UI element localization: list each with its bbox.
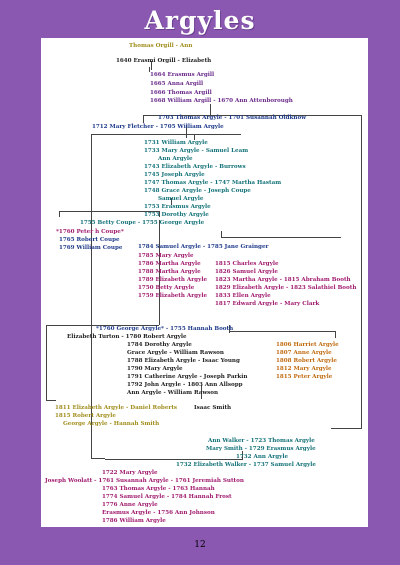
page-number: 12 (194, 540, 206, 550)
entry-thomas-argyle-1763: 1763 Thomas Argyle - 1763 Hannah (102, 486, 215, 492)
entry-george-argyle-hannah: George Argyle - Hannah Smith (63, 421, 160, 427)
connector-line (210, 104, 211, 115)
entry-joseph-argyle-1745: 1745 Joseph Argyle (144, 172, 205, 178)
entry-thomas-argyle-1747: 1747 Thomas Argyle - 1747 Martha Hastam (144, 180, 282, 186)
entry-william-argyle-1705: 1712 Mary Fletcher - 1705 William Argyle (92, 124, 224, 130)
entry-samuel-argyle: Samuel Argyle (158, 196, 204, 202)
entry-martha-argyle-1823: 1823 Martha Argyle - 1815 Abraham Booth (215, 277, 351, 283)
entry-grace-argyle-1748: 1748 Grace Argyle - Joseph Coupe (144, 188, 251, 194)
entry-martha-argyle-1788: 1788 Martha Argyle (138, 269, 201, 275)
connector-line (46, 325, 47, 400)
entry-george-argyle-1755: 1755 Betty Coupe - 1755 George Argyle (80, 220, 205, 226)
entry-erasmus-argyle-1729: Mary Smith - 1729 Erasmus Argyle (206, 446, 316, 452)
entry-erasmus-argyle-johnson: Erasmus Argyle - 1756 Ann Johnson (102, 510, 215, 516)
entry-john-argyle: 1792 John Argyle - 1803 Ann Allsopp (127, 382, 243, 388)
entry-elizabeth-argyle-1788: 1788 Elizabeth Argyle - Isaac Young (127, 358, 240, 364)
entry-mary-argyle-1812: 1812 Mary Argyle (276, 366, 332, 372)
entry-elizabeth-argyle-1829: 1829 Elizabeth Argyle - 1823 Salathiel Booth (215, 285, 357, 291)
entry-thomas-argyle-1723: Ann Walker - 1723 Thomas Argyle (208, 438, 315, 444)
entry-elizabeth-argyle-1743: 1743 Elizabeth Argyle - Burrows (144, 164, 246, 170)
entry-george-argyle-1760: *1760 George Argyle* - 1755 Hannah Booth (96, 326, 234, 332)
entry-anna-argill: 1665 Anna Argill (150, 81, 204, 87)
connector-line (221, 237, 341, 238)
entry-mary-argyle-1790: 1790 Mary Argyle (127, 366, 183, 372)
entry-ellen-argyle: 1833 Ellen Argyle (215, 293, 271, 299)
entry-robert-coupe: 1765 Robert Coupe (59, 237, 120, 243)
connector-line (91, 134, 241, 135)
entry-mary-argyle-1722: 1722 Mary Argyle (102, 470, 158, 476)
entry-thomas-argyle-1703: 1703 Thomas Argyle - 1701 Susannah Oldknow (158, 115, 307, 121)
connector-line (361, 115, 362, 428)
connector-line (105, 459, 243, 460)
entry-elizabeth-argyle-1811: 1811 Elizabeth Argyle - Daniel Roberts (55, 405, 178, 411)
entry-charles-argyle: 1815 Charles Argyle (215, 261, 279, 267)
entry-betty-argyle: 1750 Betty Argyle (138, 285, 195, 291)
entry-mary-argyle-1733: 1733 Mary Argyle - Samuel Leam (144, 148, 249, 154)
entry-peter-argyle: 1815 Peter Argyle (276, 374, 333, 380)
entry-catherine-argyle: 1791 Catherine Argyle - Joseph Parkin (127, 374, 248, 380)
page-title: Argyles (144, 6, 256, 35)
entry-samuel-argyle-1826: 1826 Samuel Argyle (215, 269, 278, 275)
connector-line (143, 115, 144, 123)
entry-thomas-argill: 1666 Thomas Argill (150, 90, 212, 96)
entry-anne-argyle-1776: 1776 Anne Argyle (102, 502, 158, 508)
entry-samuel-argyle-1737: 1732 Elizabeth Walker - 1737 Samuel Argyle (176, 462, 316, 468)
entry-william-argill: 1668 William Argill - 1670 Ann Attenborough (150, 98, 293, 104)
entry-william-argyle-1786: 1786 William Argyle (102, 518, 166, 524)
entry-elizabeth-argyle-1789: 1789 Elizabeth Argyle (138, 277, 208, 283)
entry-robert-argyle-1808: 1808 Robert Argyle (276, 358, 337, 364)
entry-martha-argyle-1786: 1786 Martha Argyle (138, 261, 201, 267)
connector-line (46, 400, 56, 401)
entry-ann-argyle: Ann Argyle (158, 156, 193, 162)
connector-line (59, 211, 60, 217)
entry-erasmi-orgill: 1640 Erasmi Orgill - Elizabeth (116, 58, 212, 64)
entry-erasmus-argill: 1664 Erasmus Argill (150, 72, 215, 78)
entry-robert-argyle-1815: 1815 Robert Argyle (55, 413, 116, 419)
entry-dorothy-argyle-1753: 1753 Dorothy Argyle (144, 212, 209, 218)
entry-william-argyle-1731: 1731 William Argyle (144, 140, 208, 146)
entry-ann-argyle-rawson: Ann Argyle - William Rawson (127, 390, 219, 396)
entry-anne-argyle-1807: 1807 Anne Argyle (276, 350, 332, 356)
entry-susannah-argyle: Joseph Woolatt - 1761 Susannah Argyle - 1761 Jeremiah Sutton (45, 478, 244, 484)
entry-isaac-smith: Isaac Smith (194, 405, 232, 411)
entry-robert-argyle-1780: Elizabeth Turton - 1780 Robert Argyle (67, 334, 187, 340)
entry-samuel-argyle-1784: 1784 Samuel Argyle - 1785 Jane Grainger (138, 244, 269, 250)
entry-elizabeth-argyle-1759: 1759 Elizabeth Argyle (138, 293, 208, 299)
entry-erasmus-argyle-1753: 1753 Erasmus Argyle (144, 204, 211, 210)
entry-samuel-argyle-1774: 1774 Samuel Argyle - 1784 Hannah Frost (102, 494, 232, 500)
entry-thomas-orgill: Thomas Orgill - Ann (129, 43, 193, 49)
connector-line (335, 331, 336, 338)
entry-harriet-argyle: 1806 Harriet Argyle (276, 342, 339, 348)
connector-line (91, 458, 105, 459)
entry-ann-argyle-1732: 1732 Ann Argyle (236, 454, 289, 460)
connector-line (229, 331, 335, 332)
entry-william-coupe: 1769 William Coupe (59, 245, 123, 251)
connector-line (331, 428, 362, 429)
entry-grace-argyle: Grace Argyle - William Rawson (127, 350, 224, 356)
entry-dorothy-argyle-1784: 1784 Dorothy Argyle (127, 342, 192, 348)
entry-mary-argyle-1785: 1785 Mary Argyle (138, 253, 194, 259)
entry-peter-coupe: *1760 Peter h Coupe* (56, 229, 124, 235)
entry-edward-argyle: 1817 Edward Argyle - Mary Clark (215, 301, 320, 307)
